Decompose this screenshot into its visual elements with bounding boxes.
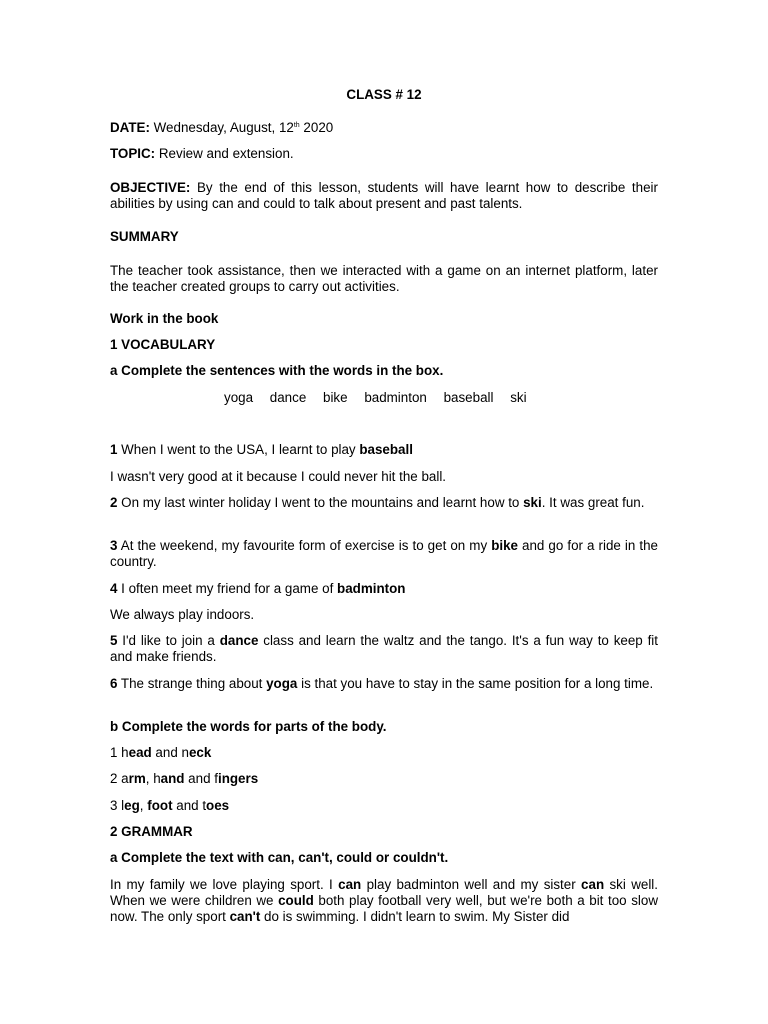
grammar-paragraph [110, 877, 658, 925]
grammar-heading: 2 GRAMMAR [110, 824, 193, 839]
word-box-item: bike [323, 390, 348, 405]
word-box-item: yoga [224, 390, 254, 405]
sentence-text: The strange thing about [117, 676, 267, 691]
body-answer: rm [128, 771, 146, 786]
body-answer: eg [124, 798, 140, 813]
objective-paragraph [110, 180, 658, 212]
sentence-number: 1 [110, 442, 118, 457]
vocabulary-instruction-a: a Complete the sentences with the words in the box. [110, 363, 444, 378]
body-text: 3 l [110, 798, 125, 813]
sentence-text: and go for a ride in the country. [110, 538, 658, 569]
sentence-2 [110, 495, 658, 511]
grammar-text: ski well. When we were children we [110, 877, 658, 908]
sentence-text: . It was great fun. [541, 495, 645, 510]
sentence-text: class and learn the waltz and the tango. It's a fun way to keep fit and make friends. [110, 633, 658, 664]
sentence-text: I often meet my friend for a game of [117, 581, 338, 596]
body-answer: foot [147, 798, 173, 813]
grammar-text: do is swimming. I didn't learn to swim. My Sister did [260, 909, 570, 924]
word-box-item: baseball [443, 390, 494, 405]
date-sup: th [293, 122, 300, 129]
grammar-answer: can't [229, 909, 261, 924]
class-title: CLASS # 12 [346, 87, 422, 102]
sentence-text: I'd like to join a [117, 633, 220, 648]
summary-text: The teacher took assistance, then we interacted with a game on an internet platform, later the teacher created groups to carry out activities. [110, 263, 658, 294]
body-answer: ead [128, 745, 152, 760]
sentence-answer: baseball [359, 442, 413, 457]
word-box-item: ski [510, 390, 527, 405]
sentence-text: When I went to the USA, I learnt to play [117, 442, 360, 457]
sentence-number: 6 [110, 676, 118, 691]
grammar-instruction-a: a Complete the text with can, can't, could or couldn't. [110, 850, 449, 865]
body-text: 2 a [110, 771, 129, 786]
sentence-answer: badminton [337, 581, 406, 596]
body-answer: oes [206, 798, 230, 813]
vocabulary-heading: 1 VOCABULARY [110, 337, 216, 352]
word-box-item: badminton [364, 390, 427, 405]
sentence-number: 2 [110, 495, 118, 510]
vocabulary-instruction-b: b Complete the words for parts of the body. [110, 719, 387, 734]
sentence-answer: bike [491, 538, 518, 553]
date-text: Wednesday, August, 12 [153, 120, 294, 135]
sentence-number: 3 [110, 538, 118, 553]
work-heading: Work in the book [110, 311, 219, 326]
sentence-number: 4 [110, 581, 118, 596]
body-answer: ingers [217, 771, 259, 786]
sentence-4b: We always play indoors. [110, 607, 255, 622]
sentence-4 [110, 581, 658, 597]
sentence-answer: dance [219, 633, 259, 648]
objective-text: By the end of this lesson, students will have learnt how to describe their abilities by using can and could to talk about present and past talents. [110, 180, 658, 211]
topic-line [110, 146, 658, 162]
body-part-1 [110, 745, 658, 761]
body-text: , [139, 798, 148, 813]
body-answer: and [160, 771, 185, 786]
sentence-text: At the weekend, my favourite form of exercise is to get on my [117, 538, 492, 553]
grammar-answer: can [338, 877, 362, 892]
topic-label: TOPIC: [110, 146, 156, 161]
sentence-1b: I wasn't very good at it because I could never hit the ball. [110, 469, 447, 484]
date-line [110, 120, 658, 136]
word-box [224, 390, 540, 406]
objective-label: OBJECTIVE: [110, 180, 191, 195]
sentence-answer: yoga [266, 676, 298, 691]
body-part-3 [110, 798, 658, 814]
sentence-number: 5 [110, 633, 118, 648]
body-answer: eck [188, 745, 212, 760]
date-label: DATE: [110, 120, 150, 135]
word-box-item: dance [269, 390, 307, 405]
grammar-answer: can [581, 877, 605, 892]
body-text: and n [151, 745, 189, 760]
body-text: and f [184, 771, 218, 786]
grammar-text: play badminton well and my sister [361, 877, 582, 892]
sentence-1 [110, 442, 658, 458]
sentence-5 [110, 633, 658, 665]
sentence-text: is that you have to stay in the same position for a long time. [297, 676, 654, 691]
body-text: and t [172, 798, 207, 813]
summary-heading: SUMMARY [110, 229, 179, 244]
sentence-3 [110, 538, 658, 570]
date-year: 2020 [299, 120, 334, 135]
grammar-text: In my family we love playing sport. I [110, 877, 339, 892]
body-text: , h [145, 771, 161, 786]
grammar-answer: could [278, 893, 314, 908]
body-part-2 [110, 771, 658, 787]
topic-text: Review and extension. [158, 146, 294, 161]
sentence-answer: ski [523, 495, 542, 510]
grammar-text: both play football very well, but we're both a bit too slow now. The only sport [110, 893, 658, 924]
sentence-6 [110, 676, 658, 692]
sentence-text: On my last winter holiday I went to the mountains and learnt how to [117, 495, 524, 510]
body-text: 1 h [110, 745, 129, 760]
